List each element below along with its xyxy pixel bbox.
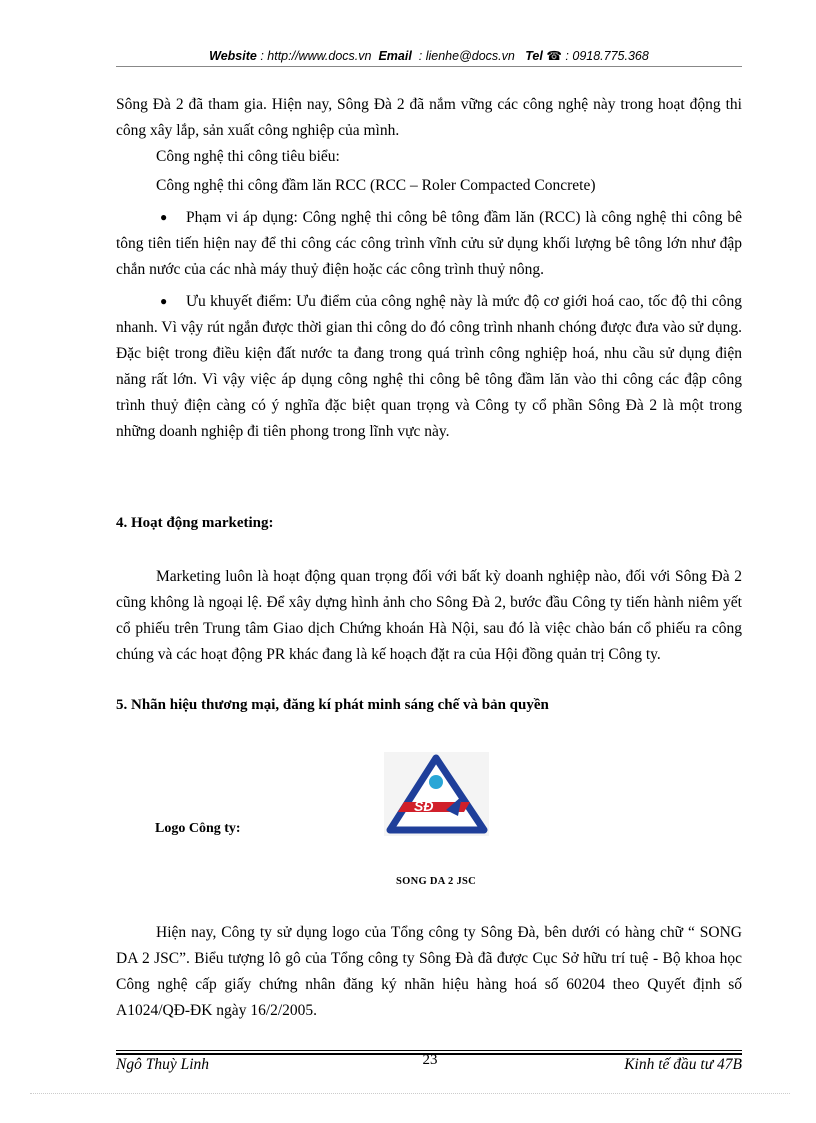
paragraph-3: Công nghệ thi công đầm lăn RCC (RCC – Roler Compacted Concrete)	[156, 177, 596, 194]
logo-caption: SONG DA 2 JSC	[396, 876, 477, 887]
page-header	[116, 48, 742, 63]
footer-divider	[116, 1050, 742, 1051]
email-label: Email	[378, 49, 412, 63]
bullet-icon: ●	[160, 210, 168, 224]
website-value: : http://www.docs.vn	[260, 49, 372, 63]
paragraph-marketing: Marketing luôn là hoạt động quan trọng đối với bất kỳ doanh nghiệp nào, đối với Sông Đà 2 cũng không là ngoại lệ. Để xây dựng hình ảnh cho Sông Đà 2, bước đầu Công ty tiến hành niêm yết cổ phiếu trên Trung tâm Giao dịch Chứng khoán Hà Nội, sau đó là việc chào bán cổ phiếu ra công chúng và các hoạt động PR khác đang là kế hoạch đặt ra của Hội đồng quản trị Công ty.	[116, 567, 742, 663]
footer-author: Ngô Thuỳ Linh	[116, 1056, 210, 1073]
bullet-text-pros-cons: Ưu khuyết điểm: Ưu điểm của công nghệ này là mức độ cơ giới hoá cao, tốc độ thi công nhanh. Vì vậy rút ngắn được thời gian thi công do đó công trình nhanh chóng được đưa vào sử dụng. Đặc biệt trong điều kiện đất nước ta đang trong quá trình công nghiệp hoá, nhu cầu sử dụng điện năng rất lớn. Vì vậy việc áp dụng công nghệ thi công bê tông đầm lăn vào thi công các đập công trình thuỷ điện càng có ý nghĩa đặc biệt quan trọng và Công ty cổ phần Sông Đà 2 là một trong những doanh nghiệp đi tiên phong trong lĩnh vực này.	[116, 293, 742, 440]
tel-label: Tel	[525, 49, 543, 63]
bullet-item-scope	[116, 204, 742, 283]
header-divider	[116, 66, 742, 67]
section-heading-trademark: 5. Nhãn hiệu thương mại, đăng kí phát minh sáng chế và bản quyền	[116, 697, 549, 713]
company-logo	[384, 752, 489, 836]
paragraph-1: Sông Đà 2 đã tham gia. Hiện nay, Sông Đà 2 đã nắm vững các công nghệ này trong hoạt động thi công xây lắp, sản xuất công nghiệp của mình.	[116, 96, 742, 139]
footer-class: Kinh tế đầu tư 47B	[624, 1056, 742, 1073]
phone-icon: ☎	[546, 49, 562, 63]
bullet-icon: ●	[160, 294, 168, 308]
bullet-item-pros-cons	[116, 288, 742, 445]
bullet-text-scope: Phạm vi áp dụng: Công nghệ thi công bê tông đầm lăn (RCC) là công nghệ thi công bê tông tiên tiến hiện nay để thi công các công trình vĩnh cửu sử dụng khối lượng bê tông lớn như đập chắn nước của các nhà máy thuỷ điện hoặc các công trình thuỷ nông.	[116, 209, 742, 278]
section-heading-marketing: 4. Hoạt động marketing:	[116, 515, 274, 531]
page-number: 23	[422, 1052, 438, 1068]
svg-text:SĐ: SĐ	[414, 798, 434, 814]
email-value: : lienhe@docs.vn	[418, 49, 515, 63]
paragraph-trademark: Hiện nay, Công ty sử dụng logo của Tổng công ty Sông Đà, bên dưới có hàng chữ “ SONG DA 2 JSC”. Biểu tượng lô gô của Tổng công ty Sông Đà đã được Cục Sở hữu trí tuệ - Bộ khoa học Công nghệ cấp giấy chứng nhân đăng ký nhãn hiệu hàng hoá số 60204 theo Quyết định số A1024/QĐ-ĐK ngày 16/2/2005.	[116, 923, 742, 1019]
website-label: Website	[209, 49, 257, 63]
logo-label: Logo Công ty:	[155, 821, 241, 836]
tel-value: : 0918.775.368	[565, 49, 649, 63]
paragraph-2: Công nghệ thi công tiêu biểu:	[156, 148, 340, 165]
body-text	[116, 92, 742, 445]
page-edge	[30, 1093, 790, 1094]
